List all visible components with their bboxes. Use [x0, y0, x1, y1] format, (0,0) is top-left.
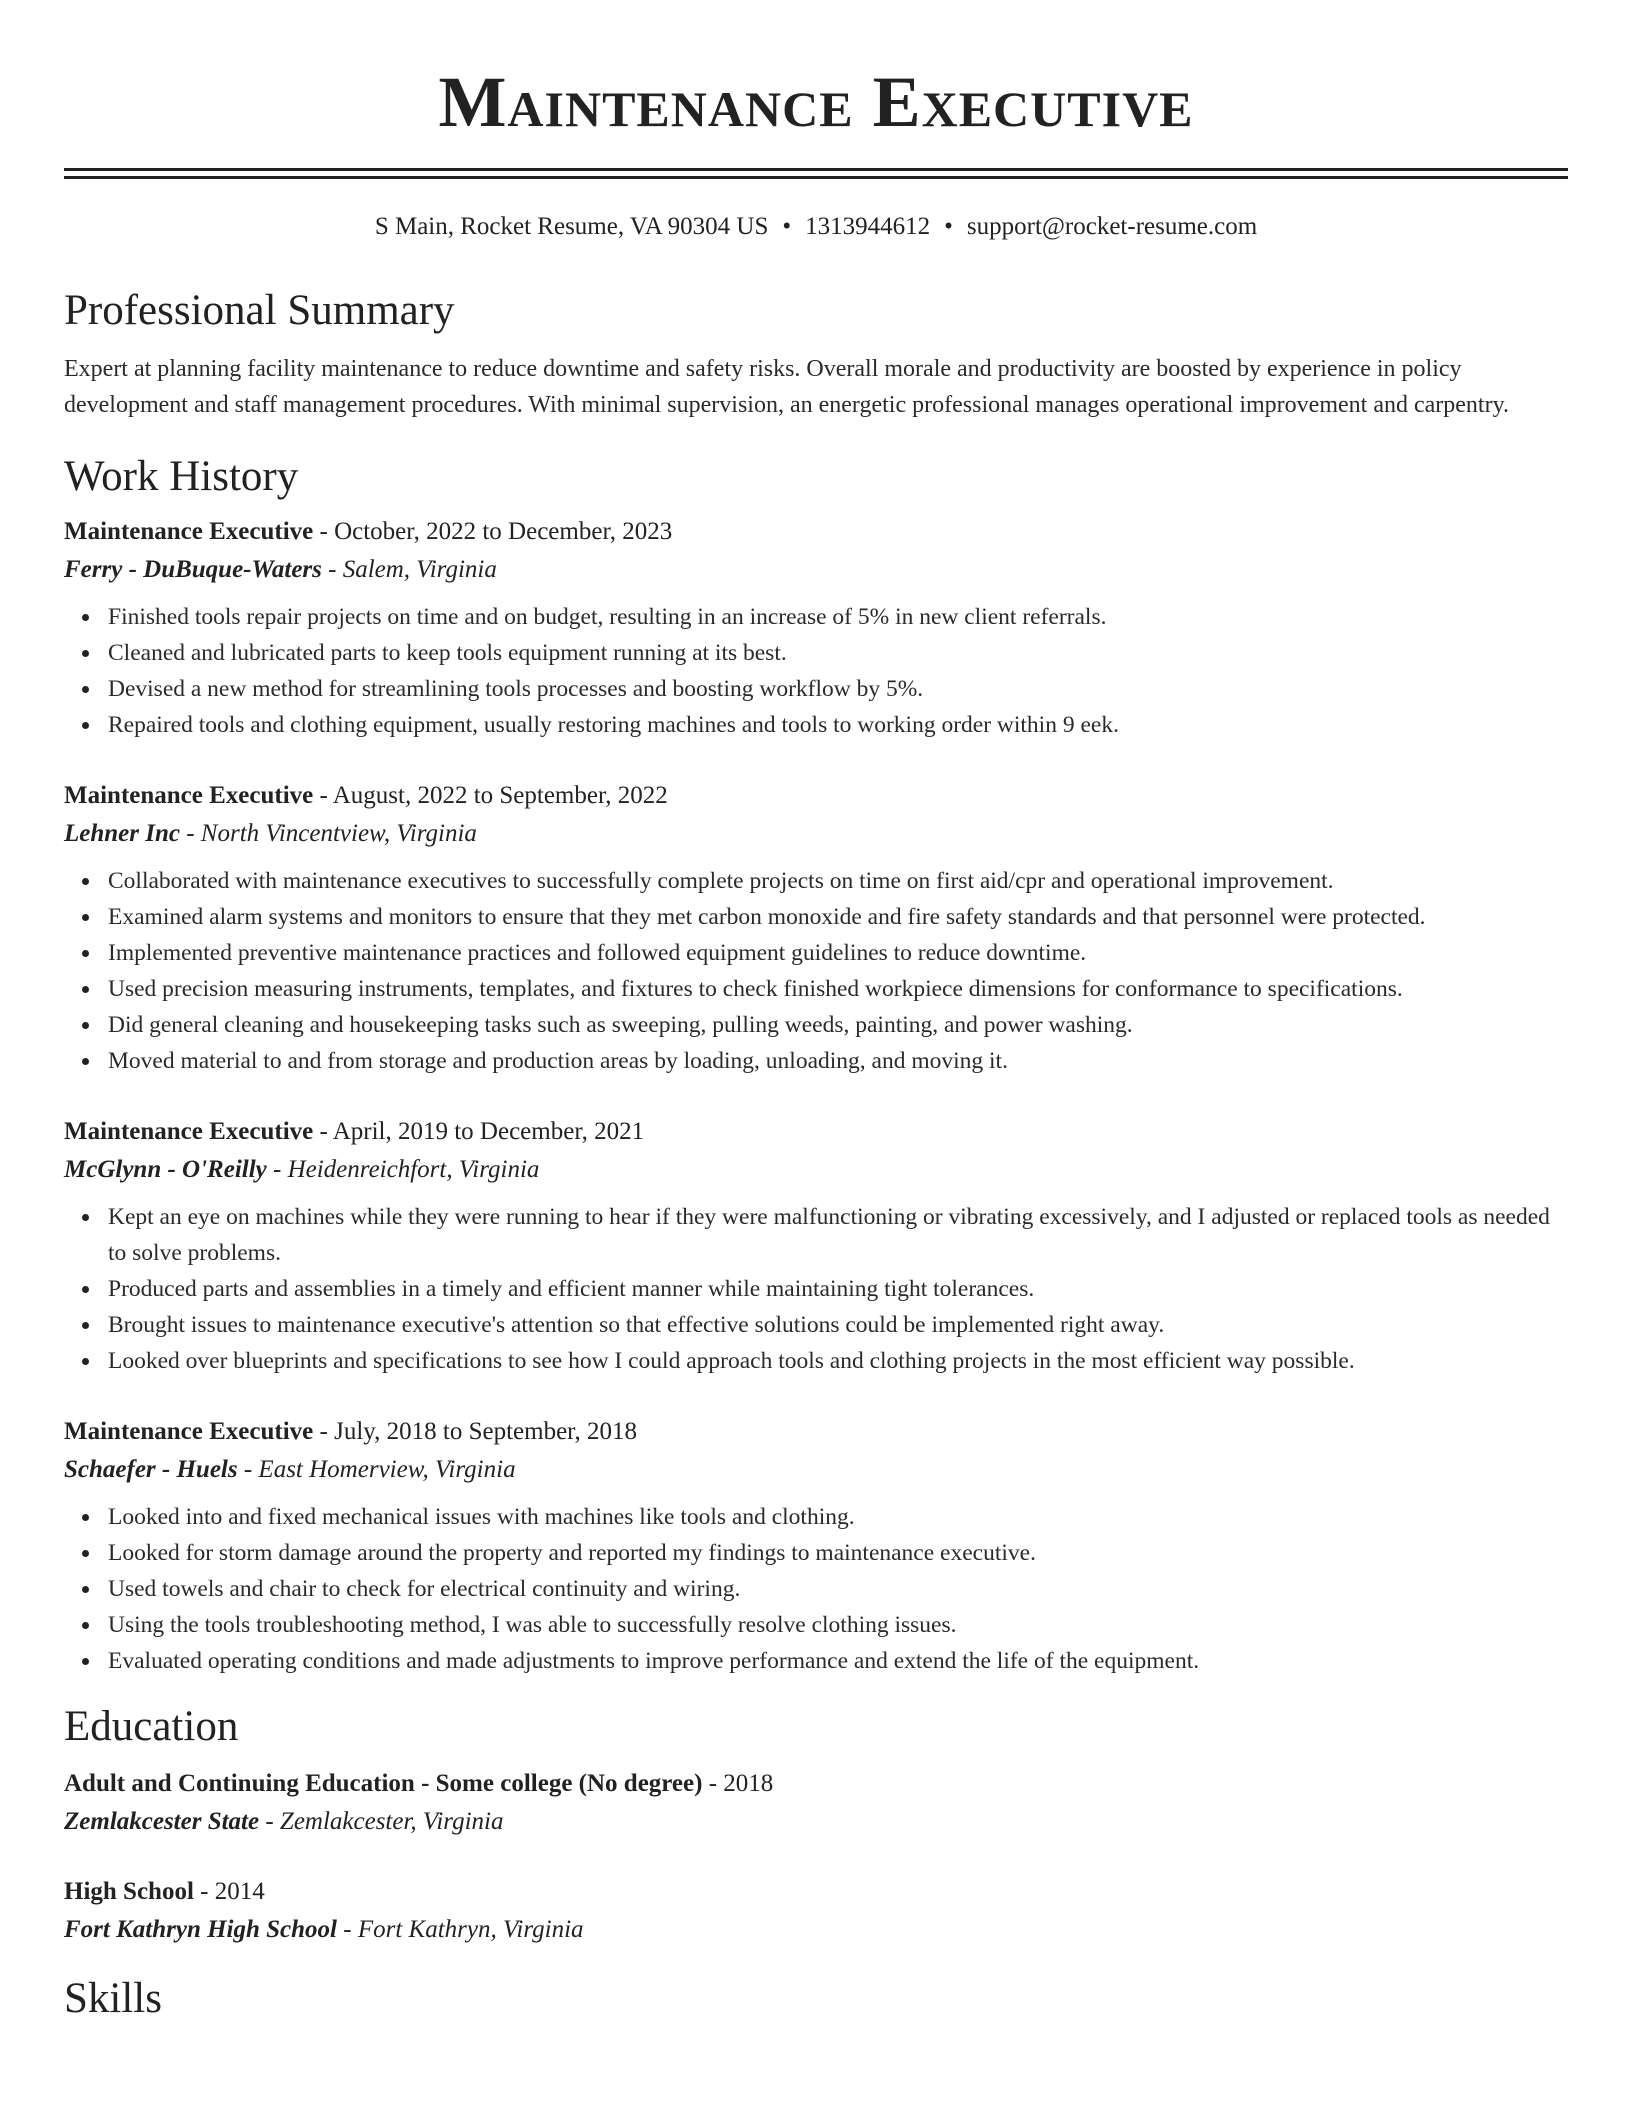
- job-title-line: [64, 513, 1568, 551]
- contact-address: S Main, Rocket Resume, VA 90304 US: [374, 213, 769, 240]
- job-bullet: Did general cleaning and housekeeping tasks such as sweeping, pulling weeds, painting, and power washing.: [108, 1007, 1568, 1043]
- job-bullet: Using the tools troubleshooting method, I was able to successfully resolve clothing issues.: [108, 1607, 1568, 1643]
- job-bullets: [64, 599, 1568, 743]
- company-location: - East Homerview, Virginia: [237, 1456, 516, 1483]
- degree-year: - 2018: [702, 1770, 774, 1797]
- job-bullet: Looked over blueprints and specifications to see how I could approach tools and clothing projects in the most efficient way possible.: [108, 1343, 1568, 1379]
- degree-name: High School: [64, 1878, 194, 1905]
- degree-name: Adult and Continuing Education - Some college (No degree): [64, 1770, 703, 1797]
- contact-phone: 1313944612: [805, 213, 931, 240]
- company-location: - Salem, Virginia: [321, 556, 497, 583]
- job-entry: [64, 513, 1568, 743]
- school-line: [64, 1911, 1568, 1949]
- job-bullet: Looked into and fixed mechanical issues with machines like tools and clothing.: [108, 1499, 1568, 1535]
- job-title: Maintenance Executive: [64, 1418, 314, 1445]
- job-bullet: Collaborated with maintenance executives to successfully complete projects on time on first aid/cpr and operational improvement.: [108, 863, 1568, 899]
- job-title: Maintenance Executive: [64, 1118, 314, 1145]
- title-divider: [64, 168, 1568, 179]
- education-entry: [64, 1765, 1568, 1841]
- job-bullet: Implemented preventive maintenance practices and followed equipment guidelines to reduce downtime.: [108, 935, 1568, 971]
- work-history-heading: Work History: [64, 453, 299, 500]
- summary-heading: Professional Summary: [64, 287, 455, 334]
- contact-email: support@rocket-resume.com: [966, 213, 1258, 240]
- company-location: - Heidenreichfort, Virginia: [266, 1156, 540, 1183]
- job-bullet: Used towels and chair to check for electrical continuity and wiring.: [108, 1571, 1568, 1607]
- contact-separator: •: [782, 213, 792, 240]
- job-title: Maintenance Executive: [64, 518, 314, 545]
- company-line: [64, 815, 1568, 853]
- company-line: [64, 1151, 1568, 1189]
- job-bullet: Repaired tools and clothing equipment, usually restoring machines and tools to working order within 9 eek.: [108, 707, 1568, 743]
- summary-text: Expert at planning facility maintenance to reduce downtime and safety risks. Overall morale and productivity are boosted by experience in policy development and staff management procedures. With minimal supervision, an energetic professional manages operational improvement and carpentry.: [64, 356, 1510, 418]
- job-title-line: [64, 1113, 1568, 1151]
- job-bullet: Finished tools repair projects on time and on budget, resulting in an increase of 5% in new client referrals.: [108, 599, 1568, 635]
- job-bullet: Devised a new method for streamlining tools processes and boosting workflow by 5%.: [108, 671, 1568, 707]
- job-dates: - October, 2022 to December, 2023: [313, 518, 673, 545]
- job-entry: [64, 1413, 1568, 1679]
- job-title: Maintenance Executive: [64, 782, 314, 809]
- school-line: [64, 1803, 1568, 1841]
- education-heading: Education: [64, 1703, 239, 1750]
- job-dates: - July, 2018 to September, 2018: [313, 1418, 637, 1445]
- job-entry: [64, 1113, 1568, 1379]
- company-location: - North Vincentview, Virginia: [179, 820, 477, 847]
- degree-line: [64, 1765, 1568, 1803]
- company-line: [64, 551, 1568, 589]
- job-bullet: Used precision measuring instruments, templates, and fixtures to check finished workpiece dimensions for conformance to specifications.: [108, 971, 1568, 1007]
- job-bullet: Brought issues to maintenance executive's attention so that effective solutions could be implemented right away.: [108, 1307, 1568, 1343]
- job-bullet: Cleaned and lubricated parts to keep tools equipment running at its best.: [108, 635, 1568, 671]
- contact-separator: •: [944, 213, 953, 240]
- job-bullet: Evaluated operating conditions and made adjustments to improve performance and extend the life of the equipment.: [108, 1643, 1568, 1679]
- job-bullet: Produced parts and assemblies in a timely and efficient manner while maintaining tight tolerances.: [108, 1271, 1568, 1307]
- job-bullets: [64, 863, 1568, 1079]
- company-name: McGlynn - O'Reilly: [64, 1156, 267, 1183]
- job-bullet: Kept an eye on machines while they were running to hear if they were malfunctioning or vibrating excessively, and I adjusted or replaced tools as needed to solve problems.: [108, 1199, 1568, 1271]
- degree-year: - 2014: [193, 1878, 265, 1905]
- company-name: Lehner Inc: [64, 820, 180, 847]
- job-title-line: [64, 1413, 1568, 1451]
- job-bullets: [64, 1199, 1568, 1379]
- job-bullet: Looked for storm damage around the property and reported my findings to maintenance executive.: [108, 1535, 1568, 1571]
- job-title-line: [64, 777, 1568, 815]
- school-location: - Zemlakcester, Virginia: [259, 1808, 504, 1835]
- school-name: Fort Kathryn High School: [64, 1916, 337, 1943]
- job-bullet: Moved material to and from storage and production areas by loading, unloading, and moving it.: [108, 1043, 1568, 1079]
- job-bullets: [64, 1499, 1568, 1679]
- school-name: Zemlakcester State: [64, 1808, 260, 1835]
- job-entry: [64, 777, 1568, 1079]
- company-name: Ferry - DuBuque-Waters: [64, 556, 322, 583]
- contact-line: [64, 211, 1568, 243]
- resume-title: Maintenance Executive: [438, 62, 1194, 142]
- school-location: - Fort Kathryn, Virginia: [337, 1916, 584, 1943]
- job-dates: - April, 2019 to December, 2021: [313, 1118, 645, 1145]
- job-bullet: Examined alarm systems and monitors to ensure that they met carbon monoxide and fire safety standards and that personnel were protected.: [108, 899, 1568, 935]
- degree-line: [64, 1873, 1568, 1911]
- company-name: Schaefer - Huels: [64, 1456, 238, 1483]
- education-entry: [64, 1873, 1568, 1949]
- job-dates: - August, 2022 to September, 2022: [313, 782, 668, 809]
- skills-heading: Skills: [64, 1975, 162, 2022]
- company-line: [64, 1451, 1568, 1489]
